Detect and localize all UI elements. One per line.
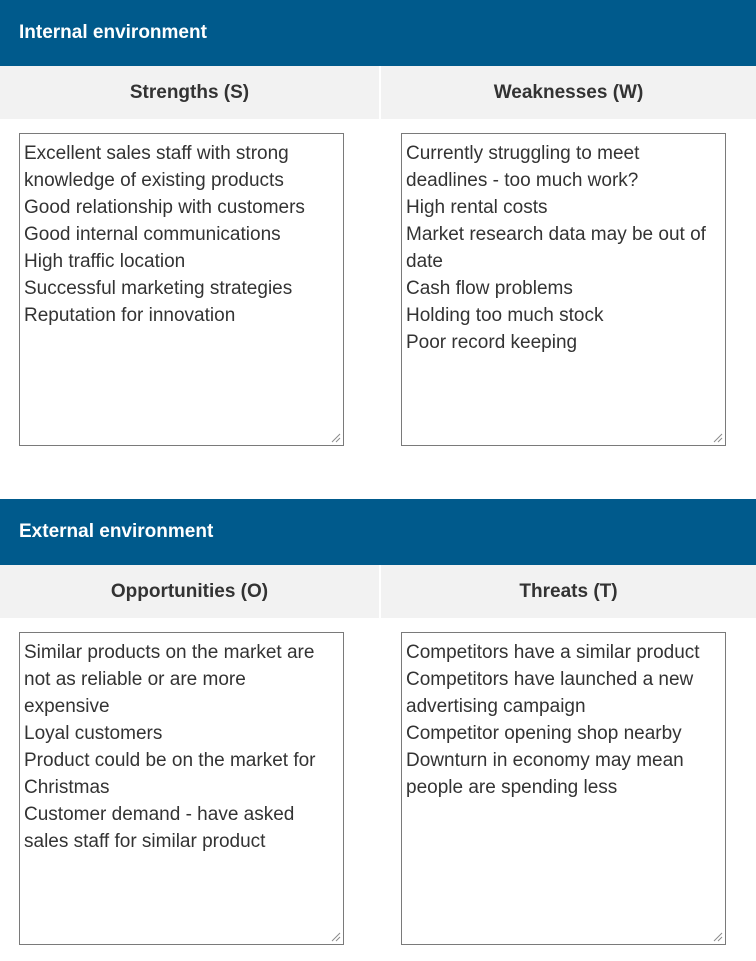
textarea-line: Holding too much stock <box>406 305 604 326</box>
external-environment-header <box>0 499 756 565</box>
textarea-line: Currently struggling to meet <box>406 143 640 164</box>
textarea-line: Excellent sales staff with strong <box>24 143 289 164</box>
external-column-headers <box>0 565 756 618</box>
textarea-line: Cash flow problems <box>406 278 573 299</box>
textarea-line: people are spending less <box>406 777 618 798</box>
textarea-line: Reputation for innovation <box>24 305 236 326</box>
textarea-line: not as reliable or are more <box>24 669 246 690</box>
textarea-line: Competitors have launched a new <box>406 669 694 690</box>
opportunities-textarea[interactable] <box>19 632 344 945</box>
internal-boxes <box>0 119 756 499</box>
strengths-header <box>0 66 379 119</box>
strengths-textarea[interactable] <box>19 133 344 446</box>
resize-grip-icon[interactable] <box>711 431 723 443</box>
textarea-line: Competitors have a similar product <box>406 642 700 663</box>
resize-grip-icon[interactable] <box>329 431 341 443</box>
textarea-line: Loyal customers <box>24 723 163 744</box>
textarea-line: deadlines - too much work? <box>406 170 639 191</box>
internal-column-headers <box>0 66 756 119</box>
external-environment-title: External environment <box>19 521 214 542</box>
threats-textarea[interactable] <box>401 632 726 945</box>
textarea-line: date <box>406 251 443 272</box>
textarea-line: Competitor opening shop nearby <box>406 723 682 744</box>
weaknesses-label: Weaknesses (W) <box>493 81 644 103</box>
threats-header <box>381 565 756 618</box>
textarea-line: Product could be on the market for <box>24 750 316 771</box>
external-section <box>0 499 756 961</box>
textarea-line: knowledge of existing products <box>24 170 284 191</box>
opportunities-header <box>0 565 379 618</box>
textarea-line: High traffic location <box>24 251 186 272</box>
textarea-line: sales staff for similar product <box>24 831 266 852</box>
opportunities-label: Opportunities (O) <box>110 580 269 602</box>
strengths-label: Strengths (S) <box>129 81 250 103</box>
external-boxes <box>0 618 756 961</box>
textarea-line: Downturn in economy may mean <box>406 750 684 771</box>
textarea-line: expensive <box>24 696 110 717</box>
textarea-line: High rental costs <box>406 197 548 218</box>
weaknesses-header <box>381 66 756 119</box>
textarea-line: Successful marketing strategies <box>24 278 293 299</box>
textarea-line: advertising campaign <box>406 696 586 717</box>
textarea-line: Market research data may be out of <box>406 224 706 245</box>
textarea-line: Christmas <box>24 777 110 798</box>
textarea-line: Customer demand - have asked <box>24 804 295 825</box>
textarea-line: Similar products on the market are <box>24 642 315 663</box>
resize-grip-icon[interactable] <box>711 930 723 942</box>
textarea-line: Good relationship with customers <box>24 197 305 218</box>
textarea-line: Good internal communications <box>24 224 281 245</box>
internal-environment-title: Internal environment <box>19 22 207 43</box>
resize-grip-icon[interactable] <box>329 930 341 942</box>
internal-environment-header <box>0 0 756 66</box>
weaknesses-textarea[interactable] <box>401 133 726 446</box>
threats-label: Threats (T) <box>519 580 618 602</box>
textarea-line: Poor record keeping <box>406 332 578 353</box>
